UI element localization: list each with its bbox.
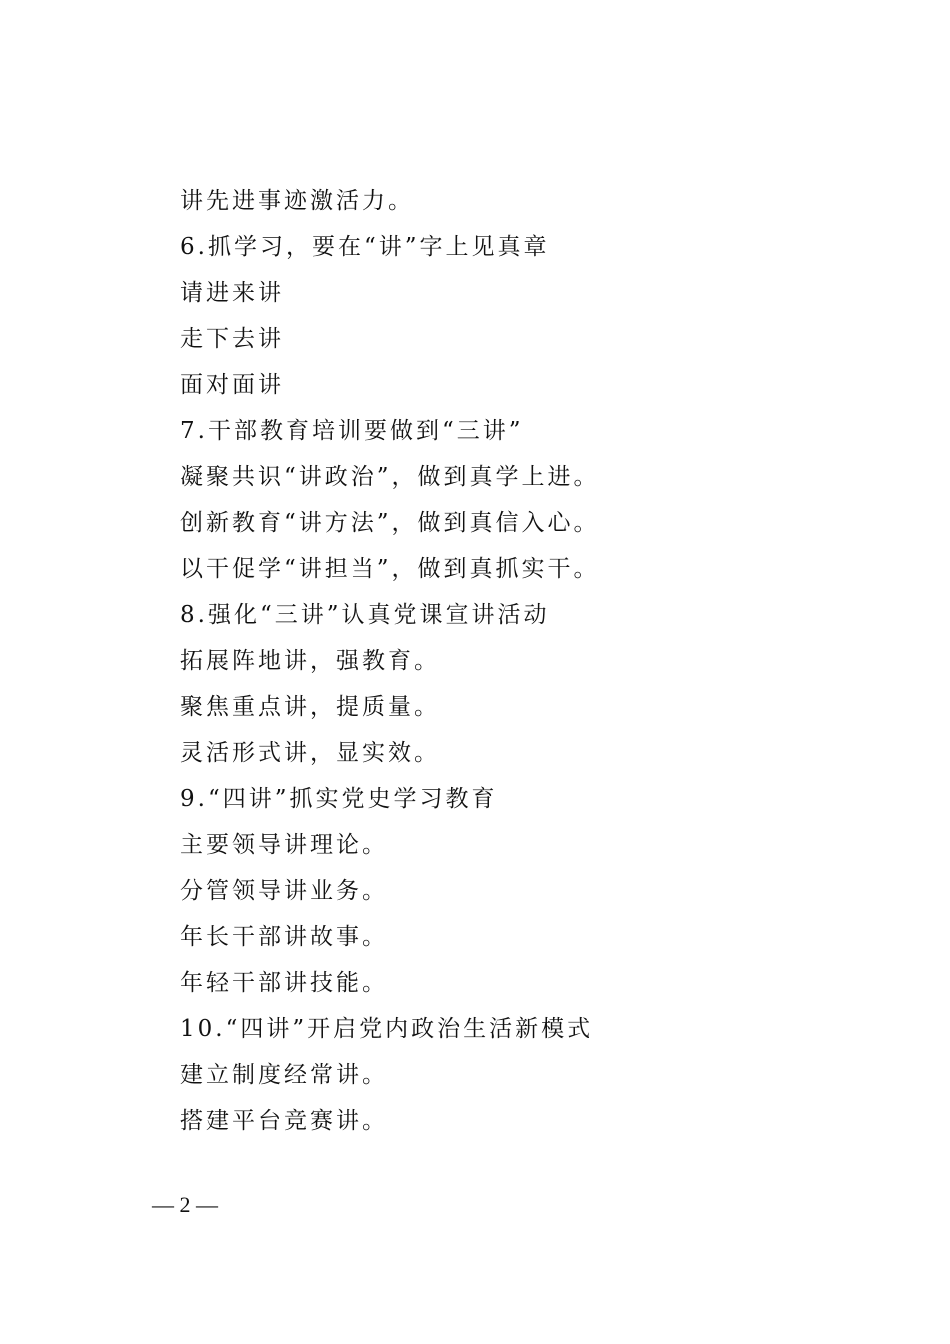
body-line: 讲先进事迹激活力。 [180,188,414,214]
document-body [180,178,820,1144]
section-heading: 8.强化“三讲”认真党课宣讲活动 [180,602,550,628]
body-line: 主要领导讲理论。 [180,832,388,858]
body-line: 凝聚共识“讲政治”，做到真学上进。 [180,464,600,490]
body-line: 搭建平台竞赛讲。 [180,1108,388,1134]
section-heading: 9.“四讲”抓实党史学习教育 [180,786,498,812]
body-line: 创新教育“讲方法”，做到真信入心。 [180,510,600,536]
body-line: 年长干部讲故事。 [180,924,388,950]
body-line: 请进来讲 [180,280,284,306]
section-heading: 7.干部教育培训要做到“三讲” [180,418,524,444]
body-line: 年轻干部讲技能。 [180,970,388,996]
body-line: 拓展阵地讲，强教育。 [180,648,440,674]
section-heading: 6.抓学习，要在“讲”字上见真章 [180,234,550,260]
body-line: 灵活形式讲，显实效。 [180,740,440,766]
section-heading: 10.“四讲”开启党内政治生活新模式 [180,1016,594,1042]
body-line: 面对面讲 [180,372,284,398]
body-line: 建立制度经常讲。 [180,1062,388,1088]
body-line: 走下去讲 [180,326,284,352]
body-line: 分管领导讲业务。 [180,878,388,904]
body-line: 以干促学“讲担当”，做到真抓实干。 [180,556,600,582]
page-number: — 2 — [152,1192,218,1217]
body-line: 聚焦重点讲，提质量。 [180,694,440,720]
